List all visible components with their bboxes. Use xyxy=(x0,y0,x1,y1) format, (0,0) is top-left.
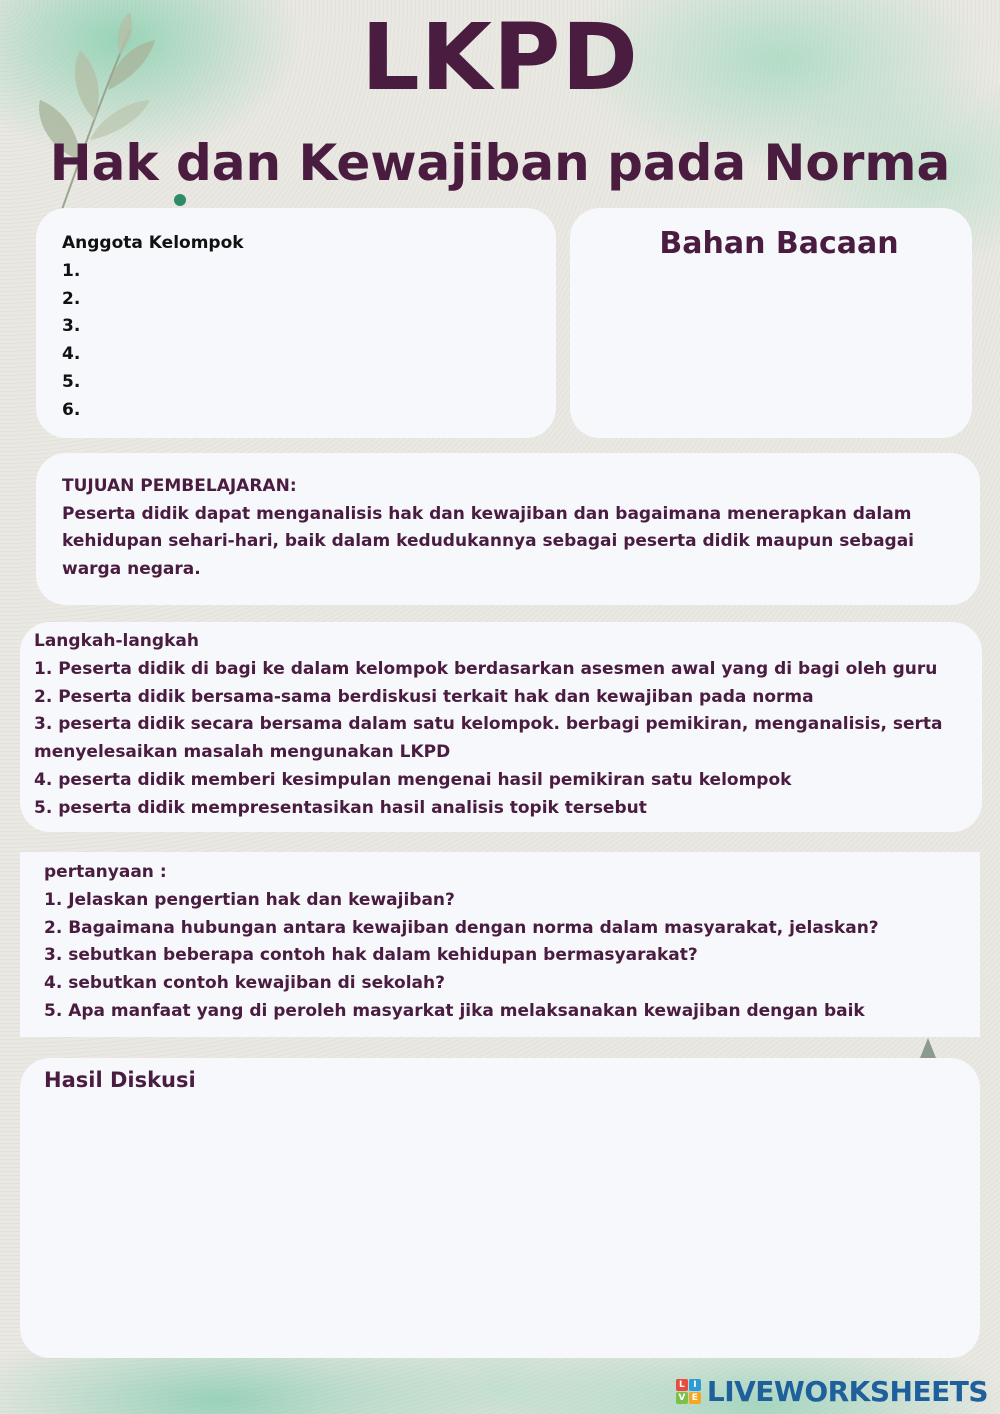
question-item: 1. Jelaskan pengertian hak dan kewajiban? xyxy=(44,889,455,910)
liveworksheets-logo-icon: L I V E xyxy=(676,1379,701,1404)
step-item: 2. Peserta didik bersama-sama berdiskusi terkait hak dan kewajiban pada norma xyxy=(34,686,814,707)
liveworksheets-wordmark: LIVEWORKSHEETS xyxy=(706,1374,988,1408)
learning-goals-line: kehidupan sehari-hari, baik dalam kedudukannya sebagai peserta didik maupun sebagai xyxy=(62,531,915,552)
triangle-decoration-icon xyxy=(920,1038,936,1058)
step-item: menyelesaikan masalah mengunakan LKPD xyxy=(34,742,451,763)
discussion-result-heading: Hasil Diskusi xyxy=(44,1068,196,1092)
member-slot-1[interactable]: 1. xyxy=(62,260,81,281)
question-item: 5. Apa manfaat yang di peroleh masyarkat jika melaksanakan kewajiban dengan baik xyxy=(44,1000,865,1021)
page-subtitle: Hak dan Kewajiban pada Norma xyxy=(49,134,951,192)
member-slot-3[interactable]: 3. xyxy=(62,316,81,337)
learning-goals-heading: TUJUAN PEMBELAJARAN: xyxy=(62,476,297,496)
questions-heading: pertanyaan : xyxy=(44,862,167,882)
liveworksheets-brand[interactable] xyxy=(676,1374,988,1408)
question-item: 3. sebutkan beberapa contoh hak dalam kehidupan bermasyarakat? xyxy=(44,945,698,966)
steps-card xyxy=(20,622,982,832)
members-heading: Anggota Kelompok xyxy=(62,233,244,253)
reading-material-heading: Bahan Bacaan xyxy=(659,226,899,261)
member-slot-5[interactable]: 5. xyxy=(62,371,81,392)
step-item: 3. peserta didik secara bersama dalam satu kelompok. berbagi pemikiran, menganalisis, serta xyxy=(34,714,943,735)
question-item: 2. Bagaimana hubungan antara kewajiban dengan norma dalam masyarakat, jelaskan? xyxy=(44,917,879,938)
learning-goals-card xyxy=(36,453,980,605)
discussion-result-card[interactable] xyxy=(20,1058,980,1358)
questions-card xyxy=(20,852,980,1037)
steps-heading: Langkah-langkah xyxy=(34,631,199,651)
member-slot-4[interactable]: 4. xyxy=(62,344,81,365)
page-title: LKPD xyxy=(361,4,639,111)
members-card xyxy=(36,208,556,438)
step-item: 1. Peserta didik di bagi ke dalam kelompok berdasarkan asesmen awal yang di bagi oleh guru xyxy=(34,658,938,679)
question-item: 4. sebutkan contoh kewajiban di sekolah? xyxy=(44,973,445,994)
member-slot-6[interactable]: 6. xyxy=(62,399,81,420)
learning-goals-line: warga negara. xyxy=(62,558,201,579)
step-item: 5. peserta didik mempresentasikan hasil analisis topik tersebut xyxy=(34,797,647,818)
reading-material-card[interactable] xyxy=(570,208,972,438)
step-item: 4. peserta didik memberi kesimpulan mengenai hasil pemikiran satu kelompok xyxy=(34,769,792,790)
member-slot-2[interactable]: 2. xyxy=(62,288,81,309)
learning-goals-line: Peserta didik dapat menganalisis hak dan kewajiban dan bagaimana menerapkan dalam xyxy=(62,503,912,524)
